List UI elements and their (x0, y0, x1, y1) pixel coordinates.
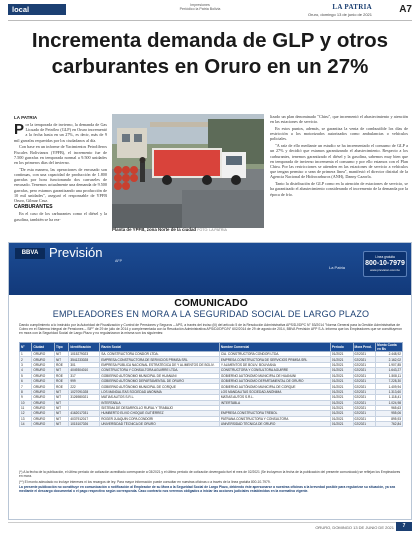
ad-brand-afp: AFP (115, 259, 122, 263)
table-cell: ROE (54, 362, 68, 367)
table-cell: 01/2021 (330, 362, 353, 367)
table-cell: 01/2021 (330, 405, 353, 410)
photo-caption (112, 227, 264, 233)
bbva-prevision-notice (8, 242, 412, 520)
table-cell: 01/2021 (330, 378, 353, 383)
table-cell: ORURO (32, 378, 55, 383)
table-cell: ORURO (32, 400, 55, 405)
table-cell: 1.409,94 (376, 384, 403, 389)
comunicado-intro: Dando cumplimiento a lo instruido por la Autoridad de Fiscalización y Control de Pensiones y Seguros – APS, a través del inciso (iii) del artículo 5 de la Resolución Administrativa APS/DJ/DPC N° 53/2014 "Norma General para la Gestión Administrativa de Cobro en el Sistema Integral de Pensiones – SIP" de 29 de julio de 2014 y complementada con la Resolución Administrativa APS/DJ/DPC/N° 602/2014 de 29 de agosto de 2014, BBVA Previsión AFP S.A. informa que los Empleadores que se constituyeron en mora con la Seguridad Social de Largo Plazo y no regularizaron la misma son los siguientes: (19, 323, 402, 336)
table-cell: 3126980021 (69, 395, 100, 400)
table-cell: NIT (54, 389, 68, 394)
table-cell: 02/2021 (353, 362, 376, 367)
masthead: LA PATRIA (332, 3, 372, 11)
table-cell: MATIAS AUTOS S.R.L. (219, 395, 330, 400)
table-cell: 01/2021 (330, 352, 353, 357)
table-cell: 02/2021 (353, 400, 376, 405)
table-cell: EMPRESA CONSTRUCTORA DE SERVICIOS PRIMSA SRL (219, 357, 330, 362)
table-cell: GOBIERNO AUTÓNOMO MUNICIPAL DE HUANUNI (100, 373, 220, 378)
table-cell: GOBIERNO AUTÓNOMO MUNICIPAL DE CORQUE (100, 384, 220, 389)
table-cell: ORURO (32, 405, 55, 410)
table-cell: 02/2021 (353, 422, 376, 427)
gas-plant-photo (112, 114, 264, 228)
table-cell: INTERTABLA (219, 400, 330, 405)
table-cell: 301 (69, 362, 100, 367)
table-cell: CONSTRUCTORA Y CONSULTORA AGUIRRE (219, 368, 330, 373)
table-cell: 02/2021 (353, 373, 376, 378)
comunicado-notes (19, 470, 403, 495)
table-cell: GOBIERNO AUTÓNOMO DEPARTAMENTAL DE ORURO (100, 378, 220, 383)
article-subhead: CARBURANTES (14, 204, 53, 211)
table-cell: ORURO (32, 411, 55, 416)
table-cell: 4049304010 (69, 368, 100, 373)
caption-credit: FOTO: LA PATRIA (197, 228, 227, 232)
table-cell: NIT (54, 352, 68, 357)
article-column-3 (270, 114, 408, 240)
table-cell: 02/2021 (353, 389, 376, 394)
article-headline: Incrementa demanda de GLP y otros carburantes en Oruro en un 27% (31, 29, 389, 78)
table-cell: 01/2021 (330, 422, 353, 427)
table-cell: 3541233028 (69, 357, 100, 362)
table-header: Identificación (69, 343, 100, 352)
table-cell: 02/2021 (353, 357, 376, 362)
footer-divider (8, 522, 412, 523)
table-cell: INTERTABLA (100, 400, 220, 405)
table-header: Razón Social (100, 343, 220, 352)
table-cell: UNIVERSIDAD TÉCNICA DE ORURO (100, 422, 220, 427)
table-cell: 02/2021 (353, 416, 376, 421)
table-header: Tipo (54, 343, 68, 352)
table-cell: 965,63 (376, 405, 403, 410)
table-cell: UNIVERSIDAD TÉCNICA DE ORURO (219, 422, 330, 427)
table-cell: 7 (20, 384, 32, 389)
ad-header-band (9, 243, 412, 295)
note-paragraph: La presente publicación no constituye en comunicación o notificación al Empleador de su Mora a la Seguridad Social de Largo Plazo, debiendo éste apersonarse a nuestras oficinas a la brevedad posible para regularizar su situación, ya sea mediante el descargo documental o el pago respectivo según corresponda. Caso contrario nos veremos obligados a iniciar las acciones judiciales establecidas en la normativa vigente. (19, 485, 396, 493)
caption-text: Planta de YPFB, zona Norte de la ciudad (112, 227, 197, 232)
table-cell: NIT (54, 368, 68, 373)
table-header-row (20, 343, 403, 352)
header-center-info (140, 3, 260, 12)
table-cell: SA. CONSTRUCTORA CONDOR LTDA. (100, 352, 220, 357)
table-cell: NIT (54, 411, 68, 416)
table-cell: ROE (54, 384, 68, 389)
table-cell: GOBIERNO AUTÓNOMO MUNICIPAL DE CORQUE (219, 384, 330, 389)
article-paragraph: En estos puntos, además, se garantiza la venta de combustible los días de restricción a los motorizados autorizados como ambulancias o vehículos policiales. (270, 126, 408, 142)
table-header: Nombre Comercial (219, 343, 330, 352)
website-label: www.prevision.com.bo (370, 268, 400, 272)
table-cell: 4162017031 (69, 411, 100, 416)
table-cell: 02/2021 (353, 352, 376, 357)
toll-free-label: Línea gratuita (375, 255, 395, 259)
table-header: Mora Pend. (353, 343, 376, 352)
table-cell: 12 (20, 411, 32, 416)
table-cell: 01/2021 (330, 395, 353, 400)
section-tag: local (8, 4, 66, 15)
table-cell: ROGER JUAQUÍN COPA CONDORI (100, 416, 220, 421)
table-cell: 01/2021 (330, 384, 353, 389)
table-cell: CONSTRUCTORA Y CONSULTORA AGUIRRE LTDA. (100, 368, 220, 373)
table-cell: NIT (54, 405, 68, 410)
table-cell: 4 (20, 368, 32, 373)
table-cell: ORURO (32, 357, 55, 362)
table-cell: 955,06 (376, 411, 403, 416)
table-cell: 02/2021 (353, 384, 376, 389)
table-cell: Y ALIMENTOS DE BOLIV. BOLIVIANA (219, 362, 330, 367)
table-cell: 5 (20, 373, 32, 378)
table-cell: 1 (20, 352, 32, 357)
toll-free-box (363, 251, 407, 277)
table-cell: 2.162,02 (376, 357, 403, 362)
note-paragraph: (**) El monto adeudado no incluye intereses ni los recargos de ley. Para mayor información puede consultar en nuestras oficinas o a través de la línea gratuita 800-10-7979. (19, 479, 271, 484)
article-paragraph: En el caso de los carburantes como el diésel y la gasolina, también se ha rea- (14, 211, 107, 222)
table-cell: 1.024,98 (376, 400, 403, 405)
bbva-logo: BBVA (15, 248, 45, 259)
table-cell: ROE (54, 378, 68, 383)
article-paragraph: lizado un plan denominado "Chiru", que incrementó el abastecimiento y atención en las estaciones de servicio. (270, 114, 408, 125)
table-cell: NIT (54, 357, 68, 362)
table-cell: ORURO (32, 373, 55, 378)
table-cell: 01/2021 (330, 389, 353, 394)
table-cell: 10 (20, 400, 32, 405)
dropcap: P (14, 122, 25, 138)
table-cell: 2.448,92 (376, 352, 403, 357)
table-body (20, 352, 403, 427)
table-cell: 02/2021 (353, 395, 376, 400)
table-cell: NIT (54, 400, 68, 405)
toll-free-number: 800-10-7979 (365, 260, 405, 267)
table-cell: 4037912017 (69, 416, 100, 421)
table-row (20, 422, 403, 427)
employers-table (19, 342, 403, 427)
ad-newspaper-label: La Patria (329, 265, 346, 270)
table-cell: ROE (54, 373, 68, 378)
table-cell: GOBIERNO AUTÓNOMO DEPARTAMENTAL DE ORURO (219, 378, 330, 383)
article-column-1 (14, 122, 107, 240)
article-paragraph: Con base en un informe de Yacimientos Petrolíferos Fiscales Bolivianos (YPFB), el incremento fue de 7.500 garrafas en temporada normal a 9.500 unidades en los primeros días del invierno. (14, 144, 107, 166)
table-cell: 01/2021 (330, 411, 353, 416)
table-cell: 1.313,60 (376, 389, 403, 394)
table-cell: NIT (54, 422, 68, 427)
table-cell: 02/2021 (353, 368, 376, 373)
footer-page-number: 7 (396, 522, 412, 531)
table-cell: 7.228,30 (376, 378, 403, 383)
table-cell: PATRANA CONSTRUCTORA Y CONSULTORA (219, 416, 330, 421)
article-byline: LA PATRIA (14, 115, 38, 120)
header-center-line2: Periódico la Patria Bolivia (179, 7, 221, 12)
table-cell: 1015107026 (69, 422, 100, 427)
comunicado-subtitle: EMPLEADORES EN MORA A LA SEGURIDAD SOCIAL DE LARGO PLAZO (52, 309, 370, 319)
table-cell: LOS MANDALITAS SOCIEDAD ANÓNIMA (100, 389, 220, 394)
table-cell: 9 (20, 395, 32, 400)
table-cell: ORURO (32, 352, 55, 357)
table-header: Monto Cuota en Bs (376, 343, 403, 352)
table-cell: 1027091028 (69, 389, 100, 394)
table-cell: 3 (20, 362, 32, 367)
table-cell: CIA. CONSTRUCTORA CONDOR LTDA. (219, 352, 330, 357)
table-cell: GOBIERNO AUTÓNOMO MUNICIPAL DE HUANUNI (219, 373, 330, 378)
table-cell: 01/2021 (330, 400, 353, 405)
table-cell: 1.643,27 (376, 368, 403, 373)
ad-brand-title: Previsión (49, 245, 103, 260)
table-cell: 999 (69, 378, 100, 383)
table-cell: ORURO (32, 395, 55, 400)
table-cell: 1015279023 (69, 352, 100, 357)
table-cell: 02/2021 (353, 411, 376, 416)
table-cell: SISTEMA DE DESARROLLO RURAL Y TRABAJO (100, 405, 220, 410)
article-photo (112, 114, 264, 228)
comunicado-heading: COMUNICADO (174, 297, 248, 309)
table-cell: ORURO (32, 416, 55, 421)
dateline: Oruro, domingo 13 de junio de 2021 (307, 12, 372, 17)
table-cell: 2 (20, 357, 32, 362)
table-cell: HUMBERTO ELVIO CHOQUE GUTIÉRREZ (100, 411, 220, 416)
header-divider (8, 20, 412, 21)
table-header: Ciudad (32, 343, 55, 352)
table-cell: 02/2021 (353, 405, 376, 410)
table-cell: EMPRESA PÚBLICA NACIONAL ESTRATÉGICA DE Y ALIMENTOS DE BOLIV. (100, 362, 220, 367)
page-number: A7 (399, 4, 412, 15)
table-cell: 01/2021 (330, 357, 353, 362)
header-center-line1: Impresiones (190, 3, 210, 7)
table-cell: 895,93 (376, 416, 403, 421)
table-cell: ORURO (32, 362, 55, 367)
table-cell: 01/2021 (330, 416, 353, 421)
table-cell: 762,84 (376, 422, 403, 427)
article-paragraph: Tanto la distribución de GLP como en la atención de estaciones de servicio, se ha garantizado el abastecimiento considerando el incremento de la demanda por la época de frío. (270, 181, 408, 197)
table-cell: NIT (54, 395, 68, 400)
table-cell: 11 (20, 405, 32, 410)
table-cell: 13 (20, 416, 32, 421)
table-cell: ORURO (32, 422, 55, 427)
table-cell: 8 (20, 389, 32, 394)
table-cell: MATIAS AUTOS S.R.L. (100, 395, 220, 400)
table-cell: EMPRESA CONSTRUCTORA DE SERVICIOS PRIMSA SRL (100, 357, 220, 362)
footer-date: ORURO, DOMINGO 13 DE JUNIO DE 2021 (315, 525, 394, 530)
table-cell: 1.118,41 (376, 395, 403, 400)
table-cell: ORURO (32, 368, 55, 373)
article-paragraph: or la temporada de invierno, la demanda de Gas Licuado de Petróleo (GLP) en Oruro incrementó a la fecha hasta en un 27%, es decir, más de 9 mil garrafas requeridas por los ciudadanos al día. (14, 122, 107, 143)
table-header: Periodo (330, 343, 353, 352)
table-cell: EMPRESA CONSTRUCTORA TRÉBOL (219, 411, 330, 416)
table-cell: NIT (54, 416, 68, 421)
table-cell: 1.508,11 (376, 373, 403, 378)
article-paragraph: "De esta manera, las operaciones de envasado son continuas, con una capacidad de producción de 1.800 garrafas por hora funcionando dos carruseles de envasado. Tenemos actualmente una demanda de 9.500 garrafas, pero estamos garantizando una producción de 10 mil unidades", aseguró el responsable de YPFB Oruro, Gilmar Cruz. (14, 166, 107, 204)
table-cell: 01/2021 (330, 368, 353, 373)
table-cell: 14 (20, 422, 32, 427)
table-cell: 02/2021 (353, 378, 376, 383)
table-cell: 222 (69, 384, 100, 389)
table-cell: LOS MANDALITAS SOCIEDAD ANÓNIMA (219, 389, 330, 394)
table-cell: 1.907,85 (376, 362, 403, 367)
note-paragraph: (*) A la fecha de la publicación, el último periodo de cotización acreditado corresponde a 03/2021 y el último periodo de cotización devengado fuel el mes de 02/2021 (Se incluyeron la fecha de la publicación del presente comunicado) se reflejan los Empleadores en mora. (19, 470, 401, 478)
table-header: N° (20, 343, 32, 352)
article-paragraph: "A raíz de ello mediante un estudio se ha incrementado el consumo de GLP a un 27% y decidió que estamos garantizando el abastecimiento. Respecto a los carburantes, tenemos garantizado el diésel y la gasolina, sabemos muy bien que en temporada de invierno incrementa el consumo y por ello estamos con el Plan Chiru. Por las restricciones se atienden en las estaciones de servicio a vehículos que tengan permiso o sean de primera línea", manifestó el director distrital de la Agencia Nacional de Hidrocarburos (ANH), Danny Cazorla. (270, 143, 408, 180)
table-cell: ORURO (32, 389, 55, 394)
table-cell: 6 (20, 378, 32, 383)
table-cell: 01/2021 (330, 373, 353, 378)
table-cell: 317 (69, 373, 100, 378)
table-cell: ORURO (32, 384, 55, 389)
